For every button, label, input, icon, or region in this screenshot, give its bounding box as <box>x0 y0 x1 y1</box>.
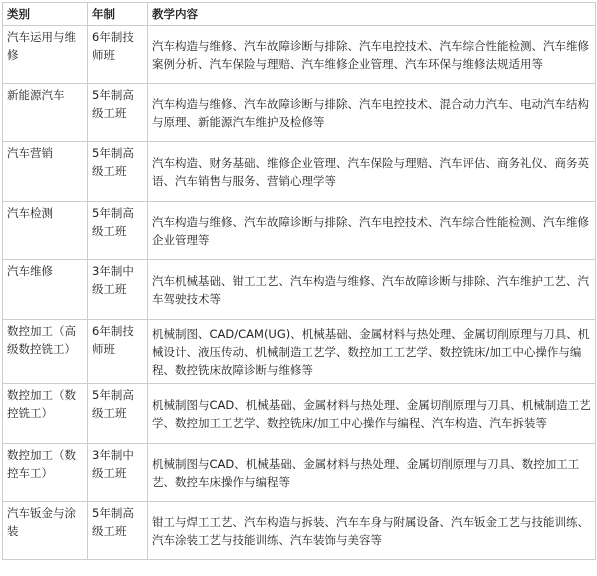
category-cell: 数控加工（数控铣工） <box>3 384 88 444</box>
table-row <box>3 84 596 142</box>
curriculum-table <box>2 2 596 560</box>
content-cell: 机械制图、CAD/CAM(UG)、机械基础、金属材料与热处理、金属切削原理与刀具、机械设计、液压传动、机械制造工艺学、数控加工工艺学、数控铣床/加工中心操作与编程、数控铣床故障诊断与维修等 <box>148 320 596 384</box>
years-cell: 3年制中级工班 <box>88 444 148 502</box>
content-cell: 汽车机械基础、钳工工艺、汽车构造与维修、汽车故障诊断与排除、汽车维护工艺、汽车驾驶技术等 <box>148 260 596 320</box>
header-years: 年制 <box>88 3 148 26</box>
years-cell: 5年制高级工班 <box>88 142 148 202</box>
content-cell: 机械制图与CAD、机械基础、金属材料与热处理、金属切削原理与刀具、机械制造工艺学、数控加工工艺学、数控铣床/加工中心操作与编程、汽车构造、汽车拆装等 <box>148 384 596 444</box>
category-cell: 汽车运用与维修 <box>3 26 88 84</box>
content-cell: 机械制图与CAD、机械基础、金属材料与热处理、金属切削原理与刀具、数控加工工艺、数控车床操作与编程等 <box>148 444 596 502</box>
content-cell: 汽车构造与维修、汽车故障诊断与排除、汽车电控技术、汽车综合性能检测、汽车维修案例分析、汽车保险与理赔、汽车维修企业管理、汽车环保与维修法规适用等 <box>148 26 596 84</box>
table-row <box>3 260 596 320</box>
category-cell: 新能源汽车 <box>3 84 88 142</box>
category-cell: 数控加工（数控车工） <box>3 444 88 502</box>
table-row <box>3 202 596 260</box>
category-cell: 汽车维修 <box>3 260 88 320</box>
table-row <box>3 502 596 560</box>
content-cell: 汽车构造与维修、汽车故障诊断与排除、汽车电控技术、汽车综合性能检测、汽车维修企业管理等 <box>148 202 596 260</box>
years-cell: 5年制高级工班 <box>88 502 148 560</box>
table-header-row <box>3 3 596 26</box>
category-cell: 数控加工（高级数控铣工） <box>3 320 88 384</box>
years-cell: 3年制中级工班 <box>88 260 148 320</box>
table-row <box>3 444 596 502</box>
content-cell: 钳工与焊工工艺、汽车构造与拆装、汽车车身与附属设备、汽车钣金工艺与技能训练、汽车涂装工艺与技能训练、汽车装饰与美容等 <box>148 502 596 560</box>
years-cell: 5年制高级工班 <box>88 84 148 142</box>
years-cell: 6年制技师班 <box>88 26 148 84</box>
category-cell: 汽车检测 <box>3 202 88 260</box>
header-category: 类别 <box>3 3 88 26</box>
content-cell: 汽车构造与维修、汽车故障诊断与排除、汽车电控技术、混合动力汽车、电动汽车结构与原理、新能源汽车维护及检修等 <box>148 84 596 142</box>
header-content: 教学内容 <box>148 3 596 26</box>
years-cell: 5年制高级工班 <box>88 384 148 444</box>
table-row <box>3 384 596 444</box>
table-row <box>3 142 596 202</box>
category-cell: 汽车钣金与涂装 <box>3 502 88 560</box>
years-cell: 6年制技师班 <box>88 320 148 384</box>
table-row <box>3 26 596 84</box>
content-cell: 汽车构造、财务基础、维修企业管理、汽车保险与理赔、汽车评估、商务礼仪、商务英语、汽车销售与服务、营销心理学等 <box>148 142 596 202</box>
category-cell: 汽车营销 <box>3 142 88 202</box>
table-row <box>3 320 596 384</box>
years-cell: 5年制高级工班 <box>88 202 148 260</box>
